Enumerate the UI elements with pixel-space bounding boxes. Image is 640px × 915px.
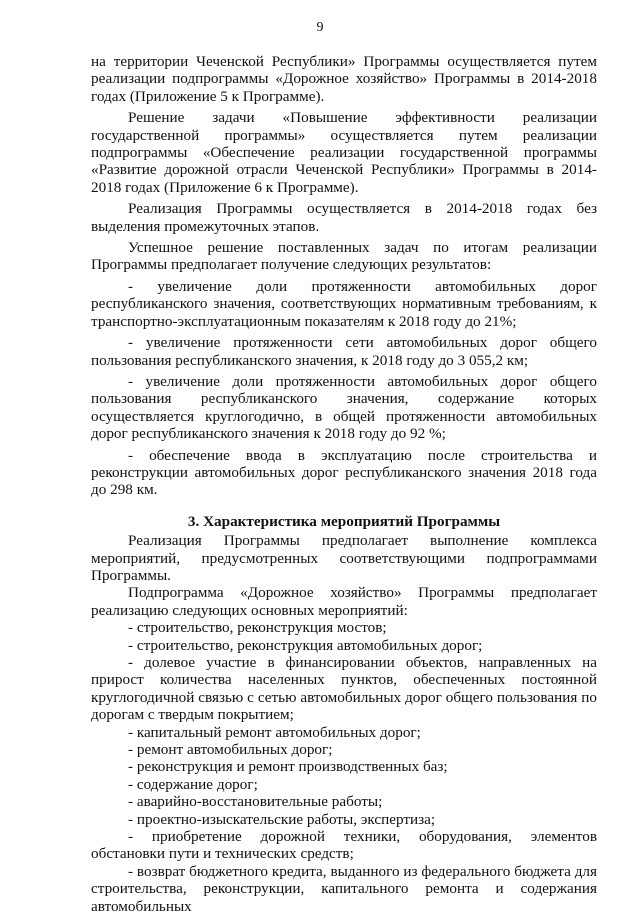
result-item: - обеспечение ввода в эксплуатацию после строительства и реконструкции автомобильных дорог республиканского значения 2018 года до 298 км. (91, 446, 597, 499)
paragraph: Успешное решение поставленных задач по итогам реализации Программы предполагает получение следующих результатов: (91, 239, 597, 274)
list-item: - реконструкция и ремонт производственных баз; (128, 758, 448, 776)
list-item: - приобретение дорожной техники, оборудования, элементов обстановки пути и технических средств; (91, 828, 597, 863)
list-item: - капитальный ремонт автомобильных дорог; (128, 723, 421, 741)
result-item: - увеличение доли протяженности автомобильных дорог республиканского значения, соответствующих нормативным требованиям, к транспортно-эксплуатационным показателям к 2018 году до 21%; (91, 277, 597, 330)
list-item: - строительство, реконструкция автомобильных дорог; (128, 636, 483, 654)
list-item: - строительство, реконструкция мостов; (128, 619, 387, 637)
section-heading: 3. Характеристика мероприятий Программы (187, 512, 501, 530)
paragraph: Подпрограмма «Дорожное хозяйство» Программы предполагает реализацию следующих основных мероприятий: (91, 584, 597, 619)
list-item: - аварийно-восстановительные работы; (128, 793, 383, 811)
list-item: - содержание дорог; (128, 775, 258, 793)
paragraph: на территории Чеченской Республики» Программы осуществляется путем реализации подпрограммы «Дорожное хозяйство» Программы в 2014-2018 годах (Приложение 5 к Программе). (91, 53, 597, 105)
page-content (91, 53, 597, 915)
result-item: - увеличение протяженности сети автомобильных дорог общего пользования республиканского значения, к 2018 году до 3 055,2 км; (91, 334, 597, 369)
page-number: 9 (316, 20, 324, 35)
list-item: - ремонт автомобильных дорог; (128, 741, 333, 759)
list-item: - проектно-изыскательские работы, экспертиза; (128, 810, 436, 828)
paragraph: Реализация Программы осуществляется в 2014-2018 годах без выделения промежуточных этапов. (91, 200, 597, 235)
list-item: - долевое участие в финансировании объектов, направленных на прирост количества населенных пунктов, обеспеченных постоянной круглогодичной связью с сетью автомобильных дорог общего пользования по дорогам с твердым покрытием; (91, 654, 597, 724)
paragraph: Реализация Программы предполагает выполнение комплекса мероприятий, предусмотренных соответствующими подпрограммами Программы. (91, 532, 597, 584)
paragraph: Решение задачи «Повышение эффективности реализации государственной программы» осуществляется путем реализации подпрограммы «Обеспечение реализации государственной программы «Развитие дорожной отрасли Чеченской Республики» Программы в 2014-2018 годах (Приложение 6 к Программе). (91, 109, 597, 196)
list-item: - возврат бюджетного кредита, выданного из федерального бюджета для строительства, реконструкции, капитального ремонта и содержания автомобильных (91, 862, 597, 915)
result-item: - увеличение доли протяженности автомобильных дорог общего пользования республиканского значения, содержание которых осуществляется круглогодично, в общей протяженности автомобильных дорог республиканского значения к 2018 году до 92 %; (91, 372, 597, 443)
